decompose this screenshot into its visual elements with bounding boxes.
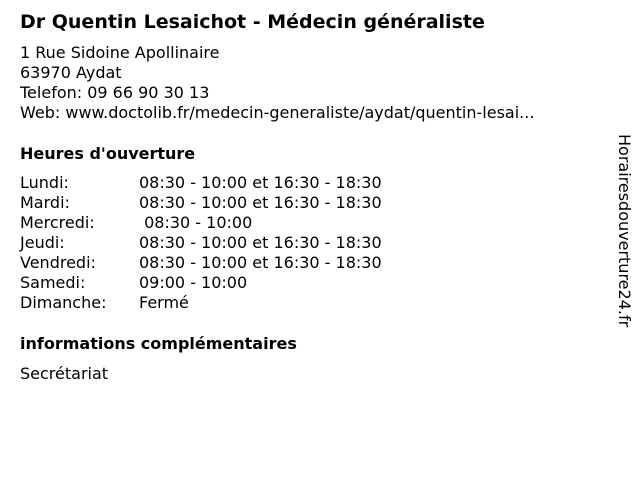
hours-row-monday [20, 173, 382, 193]
street-address: 1 Rue Sidoine Apollinaire [20, 43, 220, 62]
hours-row-friday [20, 253, 382, 273]
brand-watermark: Horairesdouverture24.fr [615, 134, 634, 328]
hours-row-saturday [20, 273, 382, 293]
time-range: 08:30 - 10:00 et 16:30 - 18:30 [139, 193, 382, 212]
day-label: Lundi: [20, 173, 69, 192]
opening-hours-table [20, 173, 382, 313]
additional-info-heading: informations complémentaires [20, 334, 297, 353]
time-range: Fermé [139, 293, 189, 312]
phone-number: Telefon: 09 66 90 30 13 [20, 83, 210, 102]
page-title: Dr Quentin Lesaichot - Médecin généraliste [20, 11, 485, 33]
day-label: Samedi: [20, 273, 86, 292]
hours-row-wednesday [20, 213, 382, 233]
time-range: 08:30 - 10:00 [139, 213, 253, 232]
address-block [20, 43, 534, 123]
opening-hours-heading: Heures d'ouverture [20, 144, 196, 163]
day-label: Dimanche: [20, 293, 107, 312]
time-range: 08:30 - 10:00 et 16:30 - 18:30 [139, 233, 382, 252]
time-range: 09:00 - 10:00 [139, 273, 248, 292]
hours-row-thursday [20, 233, 382, 253]
day-label: Mardi: [20, 193, 70, 212]
city-address: 63970 Aydat [20, 63, 122, 82]
day-label: Vendredi: [20, 253, 96, 272]
time-range: 08:30 - 10:00 et 16:30 - 18:30 [139, 253, 382, 272]
hours-row-sunday [20, 293, 382, 313]
additional-info-text: Secrétariat [20, 364, 109, 383]
day-label: Mercredi: [20, 213, 95, 232]
time-range: 08:30 - 10:00 et 16:30 - 18:30 [139, 173, 382, 192]
hours-row-tuesday [20, 193, 382, 213]
day-label: Jeudi: [20, 233, 65, 252]
website-link[interactable]: Web: www.doctolib.fr/medecin-generaliste/aydat/quentin-lesai... [20, 103, 535, 122]
